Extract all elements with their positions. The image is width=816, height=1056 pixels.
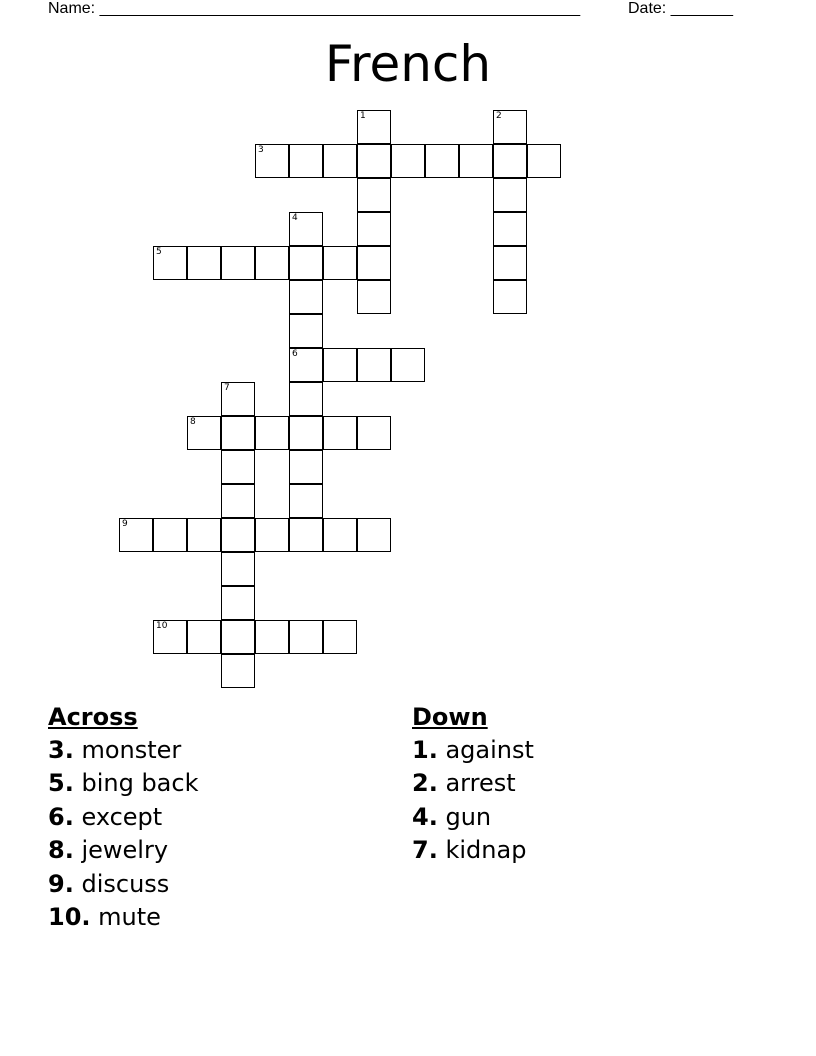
- clue-number: 7.: [412, 836, 438, 865]
- crossword-cell[interactable]: [493, 178, 527, 212]
- clue-number: 3.: [48, 736, 74, 764]
- crossword-cell[interactable]: [255, 518, 289, 552]
- crossword-cell[interactable]: [255, 144, 289, 178]
- clue-across-10: [48, 901, 198, 934]
- crossword-cell[interactable]: [289, 280, 323, 314]
- crossword-cell[interactable]: [289, 246, 323, 280]
- clue-down-4: [412, 801, 534, 834]
- clue-number: 4.: [412, 802, 438, 831]
- crossword-cell[interactable]: [493, 246, 527, 280]
- clue-across-5: [48, 767, 198, 800]
- crossword-cell[interactable]: [357, 348, 391, 382]
- crossword-cell[interactable]: [357, 518, 391, 552]
- crossword-cell[interactable]: [493, 280, 527, 314]
- crossword-cell[interactable]: [527, 144, 561, 178]
- cell-number: 9: [122, 519, 128, 529]
- clue-number: 2.: [412, 769, 438, 798]
- crossword-cell[interactable]: [357, 178, 391, 212]
- crossword-cell[interactable]: [459, 144, 493, 178]
- clue-number: 9.: [48, 869, 74, 898]
- crossword-cell[interactable]: [255, 620, 289, 654]
- down-clues: [412, 700, 534, 868]
- crossword-cell[interactable]: [221, 450, 255, 484]
- crossword-cell[interactable]: [153, 518, 187, 552]
- crossword-cell[interactable]: [323, 348, 357, 382]
- crossword-cell[interactable]: [357, 416, 391, 450]
- crossword-cell[interactable]: [255, 416, 289, 450]
- crossword-cell[interactable]: [493, 110, 527, 144]
- clue-text: gun: [445, 802, 492, 831]
- cell-number: 5: [156, 247, 162, 257]
- crossword-cell[interactable]: [289, 348, 323, 382]
- crossword-cell[interactable]: [289, 484, 323, 518]
- cell-number: 6: [292, 349, 298, 359]
- crossword-cell[interactable]: [221, 518, 255, 552]
- name-field-label: Name: ______________________________________________________: [48, 0, 581, 17]
- clue-number: 1.: [412, 736, 438, 764]
- crossword-cell[interactable]: [357, 144, 391, 178]
- crossword-cell[interactable]: [493, 144, 527, 178]
- crossword-cell[interactable]: [289, 416, 323, 450]
- clue-text: against: [445, 736, 534, 764]
- clue-down-1: [412, 734, 534, 767]
- crossword-cell[interactable]: [153, 620, 187, 654]
- crossword-cell[interactable]: [221, 382, 255, 416]
- across-heading: Across: [48, 703, 138, 731]
- crossword-cell[interactable]: [221, 416, 255, 450]
- clue-text: bing back: [81, 769, 199, 798]
- crossword-cell[interactable]: [323, 246, 357, 280]
- clue-text: monster: [81, 736, 182, 764]
- crossword-cell[interactable]: [187, 416, 221, 450]
- crossword-cell[interactable]: [323, 144, 357, 178]
- crossword-cell[interactable]: [425, 144, 459, 178]
- crossword-cell[interactable]: [289, 518, 323, 552]
- clue-number: 6.: [48, 802, 74, 831]
- crossword-cell[interactable]: [357, 280, 391, 314]
- crossword-cell[interactable]: [255, 246, 289, 280]
- clue-down-7: [412, 834, 534, 867]
- crossword-cell[interactable]: [289, 144, 323, 178]
- crossword-cell[interactable]: [221, 552, 255, 586]
- crossword-cell[interactable]: [289, 620, 323, 654]
- cell-number: 4: [292, 213, 298, 223]
- crossword-cell[interactable]: [289, 450, 323, 484]
- crossword-cell[interactable]: [391, 348, 425, 382]
- clue-text: discuss: [81, 869, 170, 898]
- crossword-cell[interactable]: [289, 212, 323, 246]
- crossword-cell[interactable]: [221, 484, 255, 518]
- clue-number: 10.: [48, 902, 91, 931]
- down-heading: Down: [412, 703, 488, 731]
- clue-text: except: [81, 802, 163, 831]
- crossword-cell[interactable]: [323, 416, 357, 450]
- crossword-cell[interactable]: [221, 654, 255, 688]
- crossword-cell[interactable]: [187, 518, 221, 552]
- date-field-label: Date: _______: [628, 0, 733, 17]
- clue-text: mute: [98, 902, 161, 931]
- crossword-cell[interactable]: [221, 586, 255, 620]
- clue-text: kidnap: [445, 836, 527, 865]
- crossword-cell[interactable]: [153, 246, 187, 280]
- crossword-cell[interactable]: [119, 518, 153, 552]
- clue-across-9: [48, 868, 198, 901]
- page-title: French: [324, 35, 492, 93]
- crossword-cell[interactable]: [323, 620, 357, 654]
- clue-across-6: [48, 801, 198, 834]
- crossword-cell[interactable]: [323, 518, 357, 552]
- clue-across-8: [48, 834, 198, 867]
- cell-number: 3: [258, 145, 264, 155]
- clue-text: jewelry: [81, 836, 169, 865]
- crossword-cell[interactable]: [357, 212, 391, 246]
- crossword-cell[interactable]: [187, 246, 221, 280]
- crossword-cell[interactable]: [289, 382, 323, 416]
- clue-down-2: [412, 767, 534, 800]
- crossword-cell[interactable]: [221, 620, 255, 654]
- cell-number: 10: [156, 621, 168, 631]
- cell-number: 1: [360, 111, 366, 121]
- cell-number: 2: [496, 111, 502, 121]
- crossword-cell[interactable]: [357, 110, 391, 144]
- clue-number: 5.: [48, 769, 74, 798]
- clue-text: arrest: [445, 769, 516, 798]
- clue-across-3: [48, 734, 198, 767]
- cell-number: 8: [190, 417, 196, 427]
- across-clues: [48, 700, 198, 934]
- crossword-cell[interactable]: [357, 246, 391, 280]
- cell-number: 7: [224, 383, 230, 393]
- crossword-cell[interactable]: [221, 246, 255, 280]
- crossword-cell[interactable]: [493, 212, 527, 246]
- clue-number: 8.: [48, 836, 74, 865]
- crossword-cell[interactable]: [289, 314, 323, 348]
- crossword-cell[interactable]: [187, 620, 221, 654]
- crossword-cell[interactable]: [391, 144, 425, 178]
